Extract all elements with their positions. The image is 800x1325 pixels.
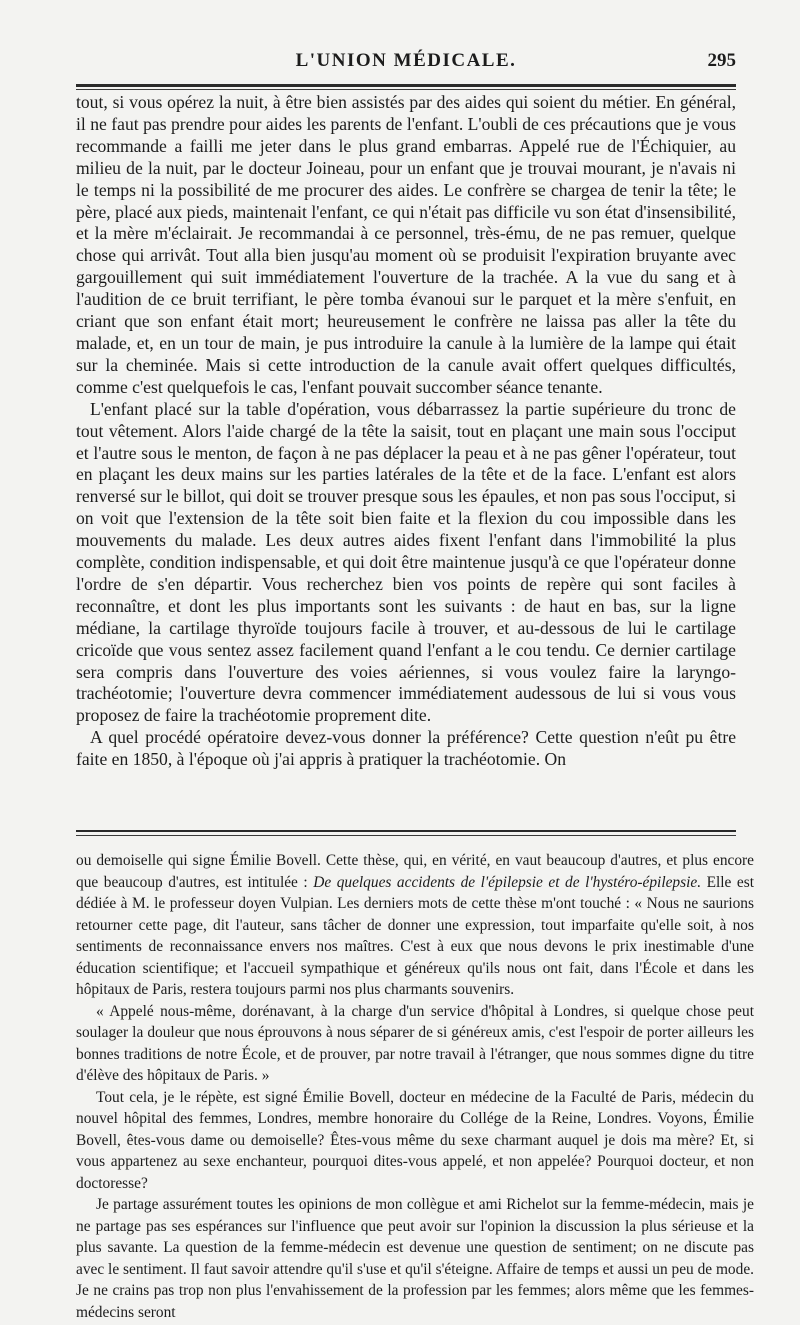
footnote-separator-thin xyxy=(76,835,736,836)
footnote-paragraph-3: Tout cela, je le répète, est signé Émilie Bovell, docteur en médecine de la Faculté de Paris, médecin du nouvel hôpital des femmes, Londres, membre honoraire du Collége de la Reine, Londres. Voyons, Émilie Bovell, êtes-vous dame ou demoiselle? Êtes-vous même du sexe charmant auquel je dois ma mère? Et, si vous appartenez au sexe enchanteur, pourquoi dites-vous appelé, et non appelée? Pourquoi docteur, et non doctoresse? xyxy=(76,1088,754,1192)
running-header xyxy=(76,44,736,80)
footnote-paragraph-2: « Appelé nous-même, dorénavant, à la charge d'un service d'hôpital à Londres, si quelque chose peut soulager la douleur que nous éprouvons à nous séparer de si généreux amis, c'est l'espoir de porter ailleurs les bonnes traditions de notre École, et de prouver, par notre travail à l'étranger, que nous sommes digne du titre d'élève des hôpitaux de Paris. » xyxy=(76,1002,754,1084)
page-number: 295 xyxy=(707,50,736,71)
footnote-separator xyxy=(76,830,736,832)
body-paragraph-2: L'enfant placé sur la table d'opération, vous débarrassez la partie supérieure du tronc de tout vêtement. Alors l'aide chargé de la tête la saisit, tout en plaçant une main sous l'occiput et l'autre sous le menton, de façon à ne pas déplacer la peau et à ne pas gêner l'opérateur, tout en plaçant les deux mains sur les parties latérales de la tête et de la face. L'enfant est alors renversé sur le billot, qui doit se trouver presque sous les épaules, et non pas sous l'occiput, si on voit que l'extension de la tête soit bien faite et la flexion du cou impossible dans les mouvements du malade. Les deux autres aides fixent l'enfant dans l'immobilité la plus complète, condition indispensable, et qui doit être maintenue jusqu'à ce que l'opérateur donne l'ordre de s'en départir. Vous recherchez bien vos points de repère qui sont faciles à reconnaître, et dont les plus importants sont les suivants : de haut en bas, sur la ligne médiane, la cartilage thyroïde toujours facile à trouver, et au-dessous de lui le cartilage cricoïde que vous sentez assez facilement quand l'enfant a le cou tendu. Ce dernier cartilage sera compris dans l'ouverture des voies aériennes, si vous voulez faire la laryngo-trachéotomie; l'ouverture devra commencer immédiatement audessous de lui si vous vous proposez de faire la trachéotomie proprement dite. xyxy=(76,398,736,726)
footnote-paragraph-4: Je partage assurément toutes les opinions de mon collègue et ami Richelot sur la femme-médecin, mais je ne partage pas ses espérances sur l'influence que peut avoir sur l'opinion la discussion la plus sérieuse et la plus savante. La question de la femme-médecin est devenue une question de sentiment; on ne discute pas avec le sentiment. Il faut savoir attendre qu'il s'use et qu'il s'éteigne. Affaire de temps et aussi un peu de mode. Je ne crains pas trop non plus l'envahissement de la profession par les femmes; alors même que les femmes-médecins seront xyxy=(76,1196,754,1321)
footnote-paragraph-1 xyxy=(76,850,754,1001)
journal-title: L'UNION MÉDICALE. xyxy=(295,50,517,71)
header-rule-thin xyxy=(76,89,736,90)
footnote-text-run: Elle est dédiée à M. le professeur doyen Vulpian. Les derniers mots de cette thèse m'ont touché : « Nous ne saurions retourner cette page, dit l'auteur, sans tâcher de donner une expression, tout imparfaite qu'elle soit, à nos sentiments de reconnaissance envers nos maîtres. C'est à eux que nous devons le prix inestimable d'une éducation scientifique; et l'accueil sympathique et généreux qu'ils nous ont fait, dans l'École et dans les hôpitaux de Paris, restera toujours parmi nos plus charmants souvenirs. xyxy=(76,873,755,998)
body-paragraph-1: tout, si vous opérez la nuit, à être bien assistés par des aides qui soient du métier. En général, il ne faut pas prendre pour aides les parents de l'enfant. L'oubli de ces précautions que je vous recommande a failli me jeter dans le plus grand embarras. Appelé rue de l'Échiquier, au milieu de la nuit, par le docteur Joineau, pour un enfant que je trouvai mourant, je n'avais ni le temps ni la possibilité de me procurer des aides. Le confrère se chargea de tenir la tête; le père, placé aux pieds, maintenait l'enfant, ce qui n'était pas difficile vu son état d'insensibilité, et la mère m'éclairait. Je recommandai à ce personnel, très-ému, de ne pas remuer, quelque chose qui arrivât. Tout alla bien jusqu'au moment où se produisit l'expiration bruyante avec gargouillement qui suit immédiatement l'ouverture de la trachée. A la vue du sang et à l'audition de ce bruit terrifiant, le père tomba évanoui sur le parquet et la mère s'enfuit, en criant que son enfant était mort; heureusement le confrère ne laissa pas aller la tête du malade, et, en un tour de main, je pus introduire la canule à la lumière de la lampe qui était sur la cheminée. Mais si cette introduction de la canule avait offert quelques difficultés, comme c'est quelquefois le cas, l'enfant pouvait succomber séance tenante. xyxy=(76,92,736,397)
footnote-text-run: ou demoiselle qui signe Émilie Bovell. Cette thèse, qui, en vérité, en vaut beaucoup d'autres, et plus encore que beaucoup d'autres, est intitulée : xyxy=(76,852,754,891)
body-paragraph-3: A quel procédé opératoire devez-vous donner la préférence? Cette question n'eût pu être faite en 1850, à l'époque où j'ai appris à pratiquer la trachéotomie. On xyxy=(76,727,736,770)
header-rule xyxy=(76,84,736,87)
footnote-text xyxy=(76,850,754,1323)
main-text xyxy=(76,92,736,771)
thesis-title: De quelques accidents de l'épilepsie et de l'hystéro-épilepsie. xyxy=(313,873,702,891)
